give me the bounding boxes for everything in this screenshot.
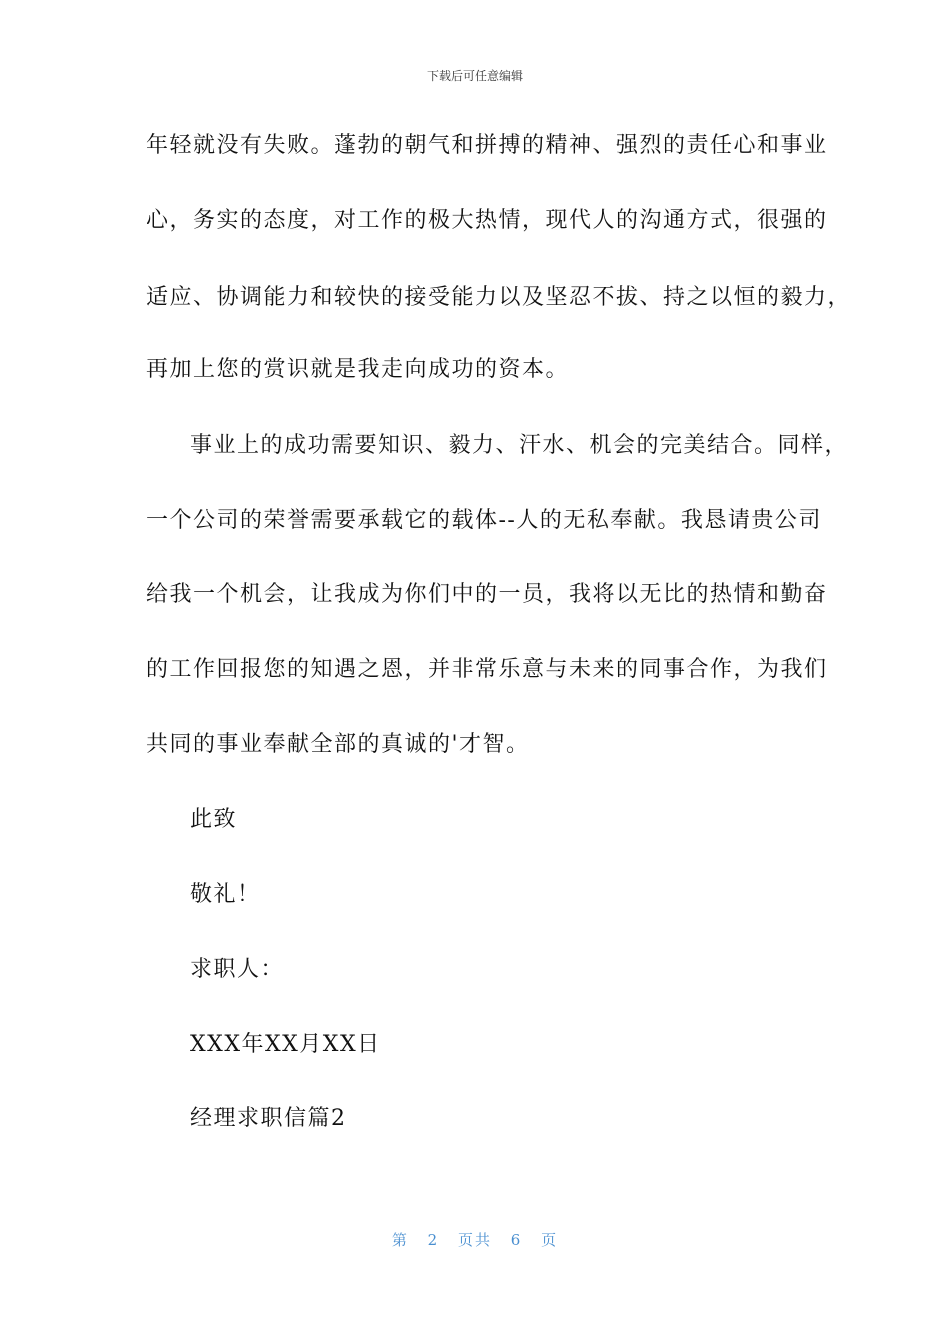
paragraph-line: 适应、协调能力和较快的接受能力以及坚忍不拔、持之以恒的毅力， [146, 285, 852, 310]
date-line: XXX年XX月XX日 [190, 1032, 381, 1057]
paragraph-line: 心，务实的态度，对工作的极大热情，现代人的沟通方式，很强的 [146, 208, 828, 233]
total-pages-number: 6 [510, 1231, 523, 1249]
paragraph-line: 的工作回报您的知遇之恩，并非常乐意与未来的同事合作，为我们 [146, 657, 828, 682]
paragraph-line: 给我一个机会，让我成为你们中的一员，我将以无比的热情和勤奋 [146, 582, 828, 607]
paragraph-line: 事业上的成功需要知识、毅力、汗水、机会的完美结合。同样， [190, 433, 849, 458]
paragraph-line: 再加上您的赏识就是我走向成功的资本。 [146, 357, 570, 382]
page-footer [0, 1229, 950, 1250]
closing-regards: 敬礼！ [190, 882, 261, 907]
paragraph-line: 一个公司的荣誉需要承载它的载体--人的无私奉献。我恳请贵公司 [146, 508, 822, 533]
page-header-note: 下载后可任意编辑 [426, 69, 523, 83]
page-prefix: 第 [391, 1231, 409, 1249]
paragraph-line: 年轻就没有失败。蓬勃的朝气和拼搏的精神、强烈的责任心和事业 [146, 133, 828, 158]
paragraph-line: 共同的事业奉献全部的真诚的'才智。 [146, 732, 530, 757]
page-mid: 页共 [457, 1231, 492, 1249]
applicant-label: 求职人： [190, 957, 285, 982]
closing-salutation: 此致 [190, 807, 238, 832]
page-suffix: 页 [541, 1231, 559, 1249]
section-title: 经理求职信篇2 [190, 1106, 347, 1131]
current-page-number: 2 [427, 1231, 440, 1249]
